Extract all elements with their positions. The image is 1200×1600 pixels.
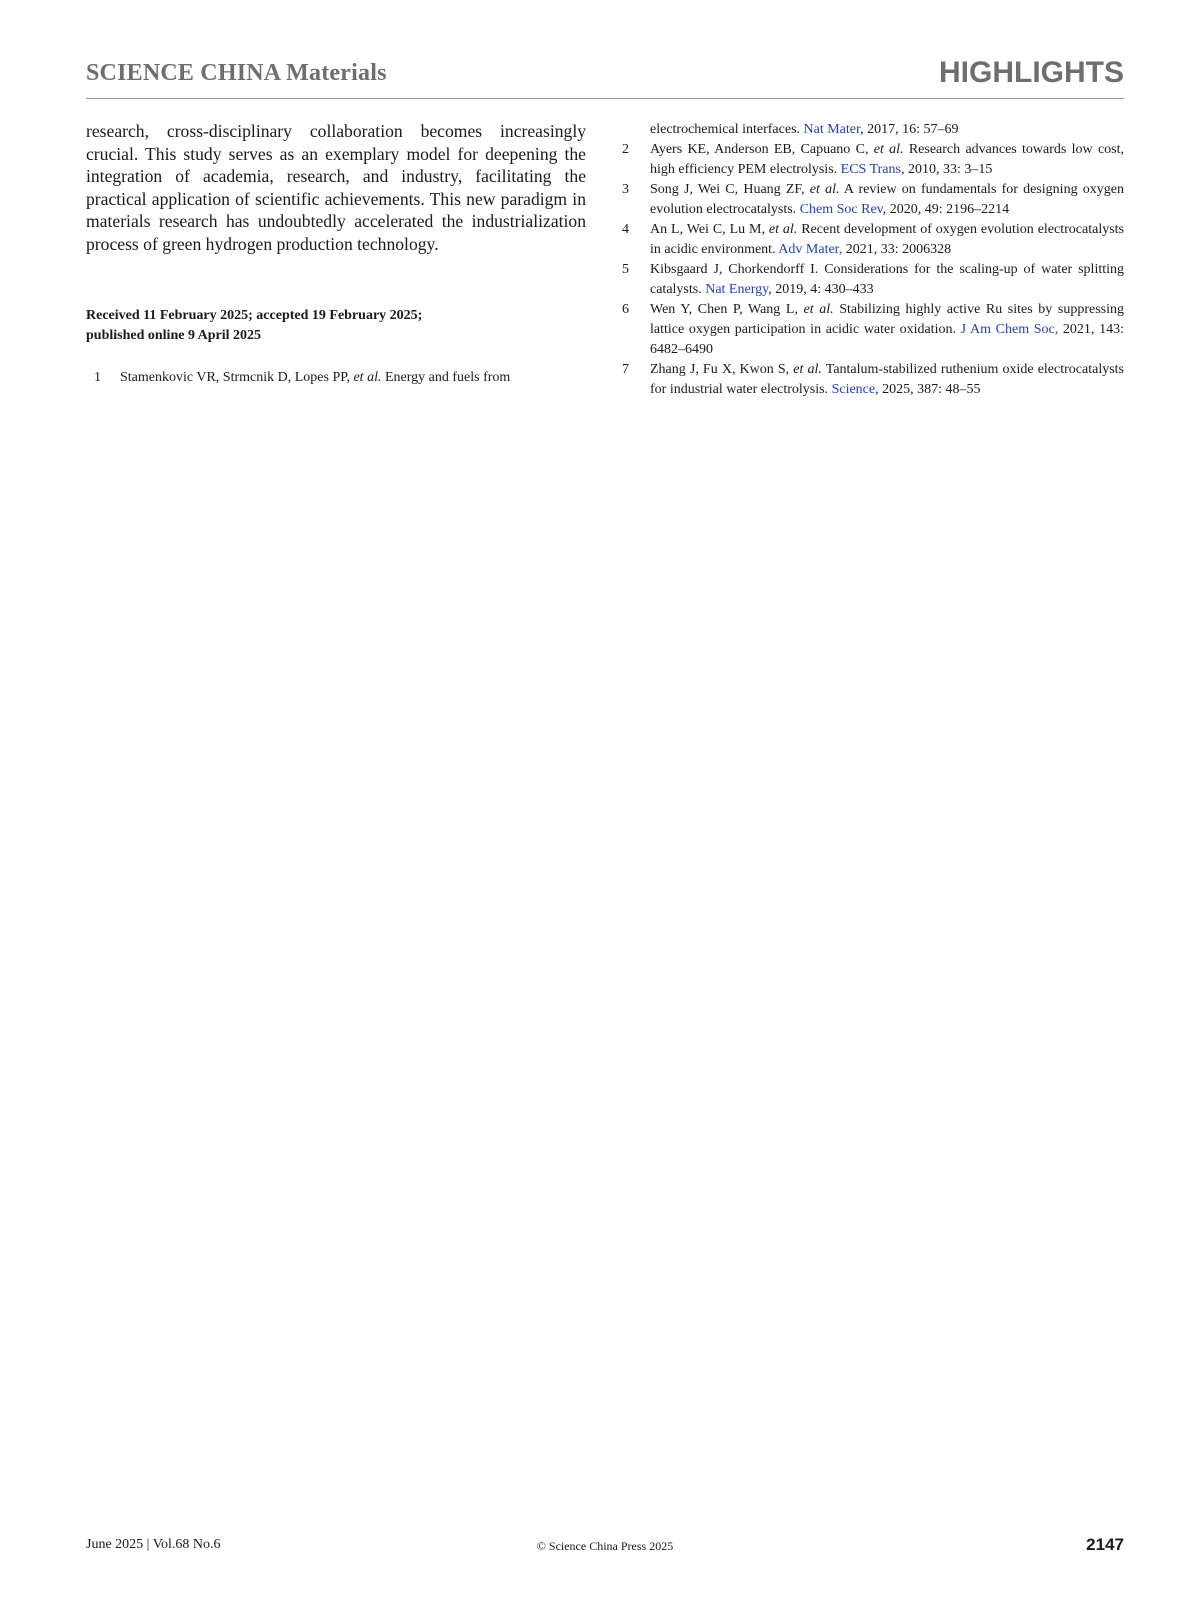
page-footer <box>86 1535 1124 1559</box>
reference-item: 7 Zhang J, Fu X, Kwon S, et al. Tantalum-stabilized ruthenium oxide electrocatalysts for industrial water electrolysis. Science, 2025, 387: 48–55 <box>622 362 1124 397</box>
reference-item-continued: electrochemical interfaces. Nat Mater, 2017, 16: 57–69 <box>650 122 959 137</box>
reference-number: 5 <box>622 262 629 277</box>
journal-title: SCIENCE CHINA Materials <box>86 60 387 86</box>
journal-link[interactable]: J Am Chem Soc, <box>960 322 1059 337</box>
journal-link[interactable]: Nat Mater <box>803 122 861 137</box>
reference-number: 2 <box>622 142 629 157</box>
reference-item: 2 Ayers KE, Anderson EB, Capuano C, et al. Research advances towards low cost, high efficiency PEM electrolysis. ECS Trans, 2010, 33: 3–15 <box>622 142 1125 177</box>
page-header <box>86 54 1124 99</box>
reference-item: 4 An L, Wei C, Lu M, et al. Recent development of oxygen evolution electrocatalysts in acidic environment. Adv Mater, 2021, 33: 2006328 <box>622 222 1124 257</box>
reference-number: 1 <box>94 369 101 385</box>
references-left <box>86 368 586 388</box>
copyright: © Science China Press 2025 <box>536 1539 674 1553</box>
section-label: HIGHLIGHTS <box>939 56 1124 89</box>
reference-item: 5 Kibsgaard J, Chorkendorff I. Considerations for the scaling-up of water splitting catalysts. Nat Energy, 2019, 4: 430–433 <box>622 262 1124 297</box>
right-column <box>620 120 1124 400</box>
reference-number: 6 <box>622 302 629 317</box>
issue-info: June 2025 | Vol.68 No.6 <box>86 1537 221 1552</box>
journal-link[interactable]: Nat Energy <box>705 282 769 297</box>
journal-link[interactable]: Science <box>831 382 876 397</box>
reference-item: 1 Stamenkovic VR, Strmcnik D, Lopes PP, et al. Energy and fuels from <box>86 368 586 388</box>
journal-link[interactable]: Chem Soc Rev <box>799 202 883 217</box>
reference-item: 3 Song J, Wei C, Huang ZF, et al. A review on fundamentals for designing oxygen evolution electrocatalysts. Chem Soc Rev, 2020, 49: 2196–2214 <box>622 182 1124 217</box>
article-dates <box>86 306 586 346</box>
published-line: published online 9 April 2025 <box>86 327 262 343</box>
reference-item: 6 Wen Y, Chen P, Wang L, et al. Stabilizing highly active Ru sites by suppressing lattice oxygen participation in acidic water oxidation. J Am Chem Soc, 2021, 143: 6482–6490 <box>622 302 1124 357</box>
page-number: 2147 <box>1086 1535 1124 1554</box>
received-accepted-line: Received 11 February 2025; accepted 19 February 2025; <box>86 307 423 323</box>
left-column <box>86 120 586 388</box>
journal-link[interactable]: ECS Trans <box>840 162 901 177</box>
reference-number: 7 <box>622 362 629 377</box>
reference-number: 4 <box>622 222 629 237</box>
body-paragraph: research, cross-disciplinary collaboration becomes increasingly crucial. This study serves as an exemplary model for deepening the integration of academia, research, and industry, facilitating the practical application of scientific achievements. This new paradigm in materials research has undoubtedly accelerated the industrialization process of green hydrogen production technology. <box>86 121 586 254</box>
reference-number: 3 <box>622 182 629 197</box>
journal-link[interactable]: Adv Mater, <box>778 242 843 257</box>
